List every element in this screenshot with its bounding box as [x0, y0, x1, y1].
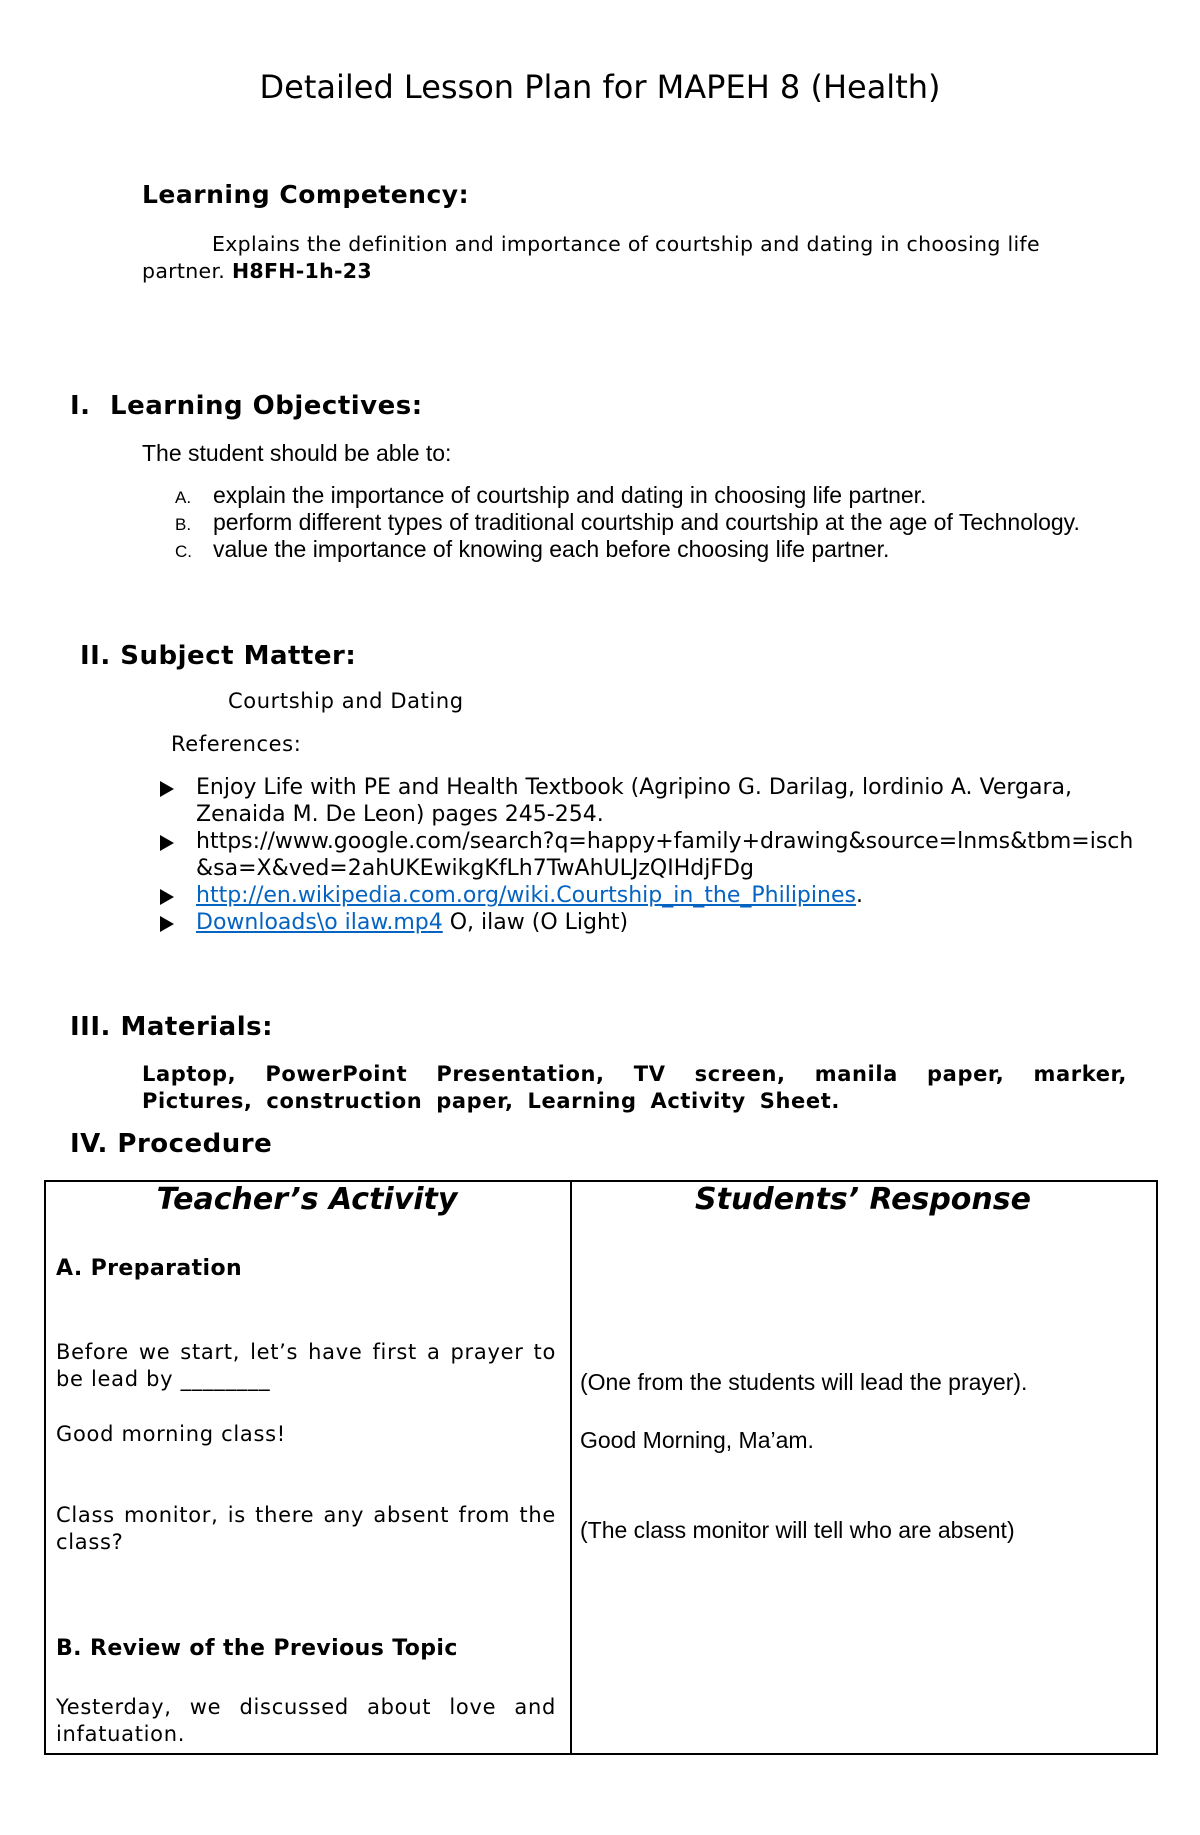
teacher-activity-header: Teacher’s Activity	[156, 1182, 458, 1217]
competency-code: H8FH-1h-23	[231, 259, 372, 283]
objectives-number: I.	[70, 391, 91, 421]
bullet-triangle-icon	[160, 781, 174, 797]
subject-matter-heading-label: Subject Matter:	[120, 641, 357, 671]
objectives-list	[142, 482, 1122, 563]
materials-number: III.	[70, 1012, 111, 1042]
objectives-heading	[70, 391, 423, 421]
teacher-review-text: Yesterday, we discussed about love and infatuation.	[56, 1695, 556, 1746]
review-heading: B. Review of the Previous Topic	[56, 1636, 458, 1661]
bullet-triangle-icon	[160, 835, 174, 851]
materials-heading	[70, 1012, 273, 1042]
reference-item-wiki	[160, 882, 1140, 909]
document-title: Detailed Lesson Plan for MAPEH 8 (Health)	[259, 68, 941, 106]
objective-marker: B.	[175, 515, 192, 534]
students-response-header: Students’ Response	[695, 1182, 1031, 1217]
materials-text: Laptop, PowerPoint Presentation, TV screen, manila paper, marker, Pictures, construction paper, Learning Activity Sheet.	[142, 1062, 1127, 1113]
objectives-intro: The student should be able to:	[142, 440, 452, 466]
objective-marker: C.	[175, 542, 192, 561]
objective-item	[142, 482, 1122, 509]
reference-video-desc: O, ilaw (O Light)	[442, 910, 629, 935]
subject-topic: Courtship and Dating	[228, 689, 464, 713]
objective-marker: A.	[175, 488, 192, 507]
references-list	[160, 774, 1140, 936]
bullet-triangle-icon	[160, 916, 174, 932]
teacher-greeting-text: Good morning class!	[56, 1422, 286, 1446]
reference-wiki-suffix: .	[855, 883, 863, 908]
objective-item	[142, 536, 1122, 563]
materials-heading-label: Materials:	[120, 1012, 274, 1042]
objective-text: perform different types of traditional courtship and courtship at the age of Technology.	[213, 509, 1080, 535]
student-response-prayer: (One from the students will lead the prayer).	[580, 1369, 1028, 1395]
student-response-monitor: (The class monitor will tell who are absent)	[580, 1517, 1015, 1543]
competency-heading: Learning Competency:	[142, 180, 470, 209]
procedure-heading-label: Procedure	[117, 1129, 273, 1159]
teacher-prayer-text: Before we start, let’s have first a prayer to be lead by ________	[56, 1340, 556, 1391]
bullet-triangle-icon	[160, 889, 174, 905]
reference-wiki-link[interactable]: http://en.wikipedia.com.org/wiki.Courtship_in_the_Philipines	[196, 883, 856, 908]
reference-item-google	[160, 828, 1140, 882]
subject-matter-number: II.	[80, 641, 111, 671]
reference-google-url: https://www.google.com/search?q=happy+family+drawing&source=lnms&tbm=isch&sa=X&ved=2ahUKEwikgKfLh7TwAhULJzQIHdjFDg	[196, 829, 1134, 881]
objectives-heading-label: Learning Objectives:	[110, 391, 423, 421]
table-column-divider	[570, 1182, 572, 1753]
references-label: References:	[171, 732, 302, 756]
subject-matter-heading	[80, 641, 356, 671]
objective-text: explain the importance of courtship and dating in choosing life partner.	[213, 482, 927, 508]
reference-item-video	[160, 909, 1140, 936]
competency-text	[142, 231, 1082, 285]
student-response-greeting: Good Morning, Ma’am.	[580, 1427, 814, 1453]
preparation-heading: A. Preparation	[56, 1256, 243, 1281]
reference-item-book	[160, 774, 1140, 828]
objective-item	[142, 509, 1122, 536]
competency-description: Explains the definition and importance of courtship and dating in choosing life partner.	[142, 232, 1040, 283]
teacher-monitor-question: Class monitor, is there any absent from the class?	[56, 1503, 556, 1554]
procedure-number: IV.	[70, 1129, 108, 1159]
procedure-heading	[70, 1129, 272, 1159]
objective-text: value the importance of knowing each before choosing life partner.	[213, 536, 890, 562]
reference-video-link[interactable]: Downloads\o ilaw.mp4	[196, 910, 443, 935]
reference-book-text: Enjoy Life with PE and Health Textbook (Agripino G. Darilag, lordinio A. Vergara, Zenaida M. De Leon) pages 245-254.	[196, 775, 1072, 827]
